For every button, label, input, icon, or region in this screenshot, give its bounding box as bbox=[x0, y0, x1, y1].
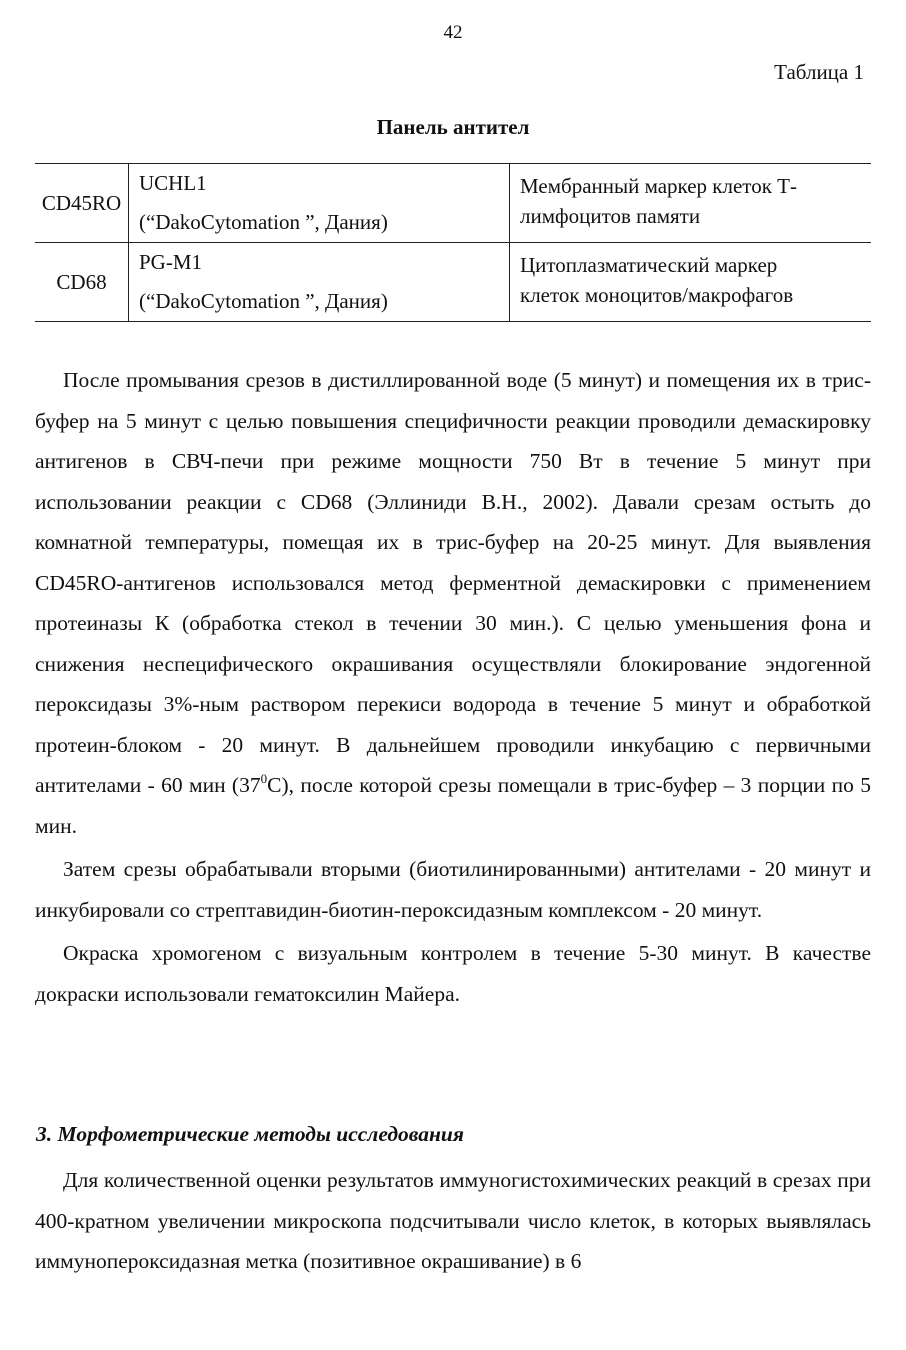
description-line: Мембранный маркер клеток Т- bbox=[520, 174, 797, 198]
clone-name: PG-M1 bbox=[139, 250, 203, 274]
table-label: Таблица 1 bbox=[774, 60, 864, 84]
description-line: Цитоплазматический маркер bbox=[520, 253, 778, 277]
table-row bbox=[35, 164, 871, 243]
clone-source: (“DakoCytomation ”, Дания) bbox=[139, 210, 388, 234]
degree-superscript: 0 bbox=[260, 771, 268, 786]
clone-cell bbox=[129, 243, 510, 322]
clone-cell bbox=[129, 164, 510, 243]
paragraph: Затем срезы обрабатывали вторыми (биотилинированными) антителами - 20 минут и инкубировали со стрептавидин-биотин-пероксидазным комплексом - 20 минут. bbox=[35, 857, 871, 922]
body-text-block bbox=[35, 1160, 871, 1282]
description-cell bbox=[510, 164, 872, 243]
paragraph: Окраска хромогеном с визуальным контролем в течение 5-30 минут. В качестве докраски использовали гематоксилин Майера. bbox=[35, 941, 871, 1006]
antibody-table bbox=[35, 163, 871, 322]
description-line: лимфоцитов памяти bbox=[520, 204, 701, 228]
table-title: Панель антител bbox=[376, 115, 530, 139]
paragraph: Для количественной оценки результатов иммуногистохимических реакций в срезах при 400-кратном увеличении микроскопа подсчитывали число клеток, в которых выявлялась иммунопероксидазная метка (позитивное окрашивание) в 6 bbox=[35, 1168, 871, 1273]
clone-source: (“DakoCytomation ”, Дания) bbox=[139, 289, 388, 313]
description-line: клеток моноцитов/макрофагов bbox=[520, 283, 794, 307]
page-number: 42 bbox=[443, 22, 463, 43]
marker-cell: CD68 bbox=[56, 269, 107, 294]
paragraph-text: С), после которой срезы помещали в трис-буфер – 3 порции по 5 мин. bbox=[35, 773, 872, 838]
body-text-block bbox=[35, 360, 871, 1014]
marker-cell: CD45RO bbox=[41, 190, 122, 215]
description-cell bbox=[510, 243, 872, 322]
clone-name: UCHL1 bbox=[139, 171, 207, 195]
paragraph bbox=[35, 360, 871, 846]
table-row bbox=[35, 243, 871, 322]
section-heading: 3. Морфометрические методы исследования bbox=[36, 1122, 464, 1146]
paragraph-text: После промывания срезов в дистиллированной воде (5 минут) и помещения их в трис-буфер на 5 минут с целью повышения специфичности реакции проводили демаскировку антигенов в СВЧ-печи при режиме мощности 750 Вт в течение 5 минут при использовании реакции с CD68 (Эллиниди В.Н., 2002). Давали срезам остыть до комнатной температуры, помещая их в трис-буфер на 20-25 минут. Для выявления CD45RO-антигенов использовался метод ферментной демаскировки с применением протеиназы К (обработка стекол в течении 30 мин.). С целью уменьшения фона и снижения неспецифического окрашивания осуществляли блокирование эндогенной пероксидазы 3%-ным раствором перекиси водорода в течение 5 минут и обработкой протеин-блоком - 20 минут. В дальнейшем проводили инкубацию с первичными антителами - 60 мин (37 bbox=[35, 368, 871, 797]
